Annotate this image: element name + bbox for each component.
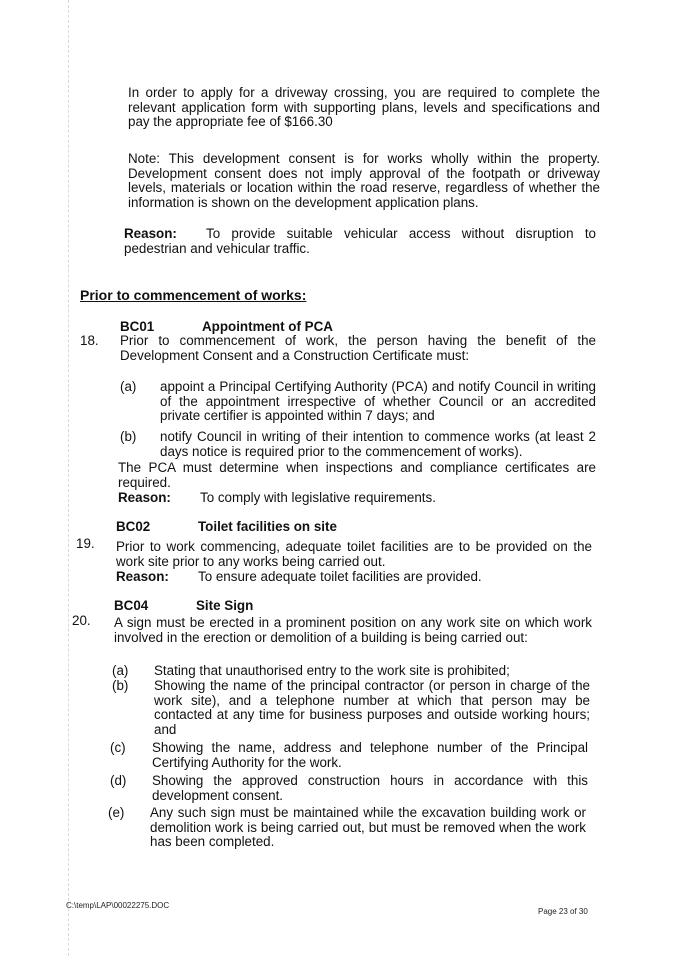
- condition-20-text: A sign must be erected in a prominent position on any work site on which work involved in the erection or demolition of a building is being carried out:: [114, 615, 592, 645]
- item-label: (a): [112, 663, 129, 678]
- item-label: (e): [108, 805, 125, 820]
- item-text: Showing the name of the principal contractor (or person in charge of the work site), and a telephone number at which that person may be contacted at any time for business purposes and outside working hours; and: [154, 678, 590, 737]
- item-label: (b): [112, 678, 129, 693]
- condition-title: Site Sign: [196, 598, 254, 613]
- condition-title: Appointment of PCA: [202, 319, 333, 334]
- condition-18-text: Prior to commencement of work, the person having the benefit of the Development Consent and a Construction Certificate must:: [120, 333, 596, 363]
- condition-19-heading: [116, 520, 337, 535]
- item-text: Showing the approved construction hours in accordance with this development consent.: [152, 773, 588, 803]
- intro-reason-text: To provide suitable vehicular access without disruption to pedestrian and vehicular traffic.: [124, 226, 596, 256]
- item-text: Any such sign must be maintained while the excavation building work or demolition work is being carried out, but must be removed when the work has been completed.: [150, 805, 586, 849]
- condition-code: BC02: [116, 519, 151, 534]
- footer-file-path: C:\temp\LAP\00022275.DOC: [66, 901, 170, 910]
- section-heading: Prior to commencement of works:: [80, 287, 307, 303]
- item-text: appoint a Principal Certifying Authority (PCA) and notify Council in writing of the appointment irrespective of whether Council or an accredited private certifier is appointed within 7 days; and: [160, 379, 596, 423]
- condition-19-reason: [116, 570, 482, 585]
- list-item: [110, 774, 588, 803]
- condition-code: BC04: [114, 598, 149, 613]
- item-label: (d): [110, 773, 127, 788]
- list-item: [112, 664, 590, 679]
- condition-19-text: Prior to work commencing, adequate toilet facilities are to be provided on the work site prior to any works being carried out.: [116, 539, 592, 569]
- list-item: [112, 679, 590, 737]
- condition-18-after: The PCA must determine when inspections and compliance certificates are required.: [118, 460, 596, 490]
- condition-number: 18.: [80, 333, 99, 348]
- condition-20-heading: [114, 599, 253, 614]
- footer-page-number: Page 23 of 30: [538, 907, 588, 916]
- reason-text: To ensure adequate toilet facilities are provided.: [198, 569, 482, 584]
- intro-paragraph-2: Note: This development consent is for works wholly within the property. Development consent does not imply approval of the footpath or driveway levels, materials or location within the road reserve, regardless of whether the information is shown on the development application plans.: [128, 151, 600, 210]
- list-item: [120, 380, 596, 424]
- list-item: [110, 741, 588, 770]
- margin-line: [68, 0, 69, 956]
- reason-label: Reason:: [118, 490, 171, 505]
- item-text: notify Council in writing of their intention to commence works (at least 2 days notice is required prior to the commencement of works).: [160, 429, 596, 459]
- reason-text: To comply with legislative requirements.: [200, 490, 436, 505]
- item-text: Showing the name, address and telephone number of the Principal Certifying Authority for the work.: [152, 740, 588, 770]
- reason-label: Reason:: [116, 569, 169, 584]
- condition-code: BC01: [120, 319, 155, 334]
- condition-title: Toilet facilities on site: [198, 519, 337, 534]
- item-label: (c): [110, 740, 126, 755]
- condition-18-reason: [118, 491, 436, 506]
- condition-number: 19.: [76, 536, 95, 551]
- item-label: (b): [120, 429, 137, 444]
- item-label: (a): [120, 379, 137, 394]
- condition-number: 20.: [72, 613, 91, 628]
- item-text: Stating that unauthorised entry to the work site is prohibited;: [154, 663, 510, 678]
- intro-paragraph-1: In order to apply for a driveway crossing, you are required to complete the relevant application form with supporting plans, levels and specifications and pay the appropriate fee of $166.30: [128, 85, 600, 129]
- list-item: [108, 806, 586, 850]
- list-item: [120, 430, 596, 459]
- reason-label: Reason:: [124, 226, 177, 241]
